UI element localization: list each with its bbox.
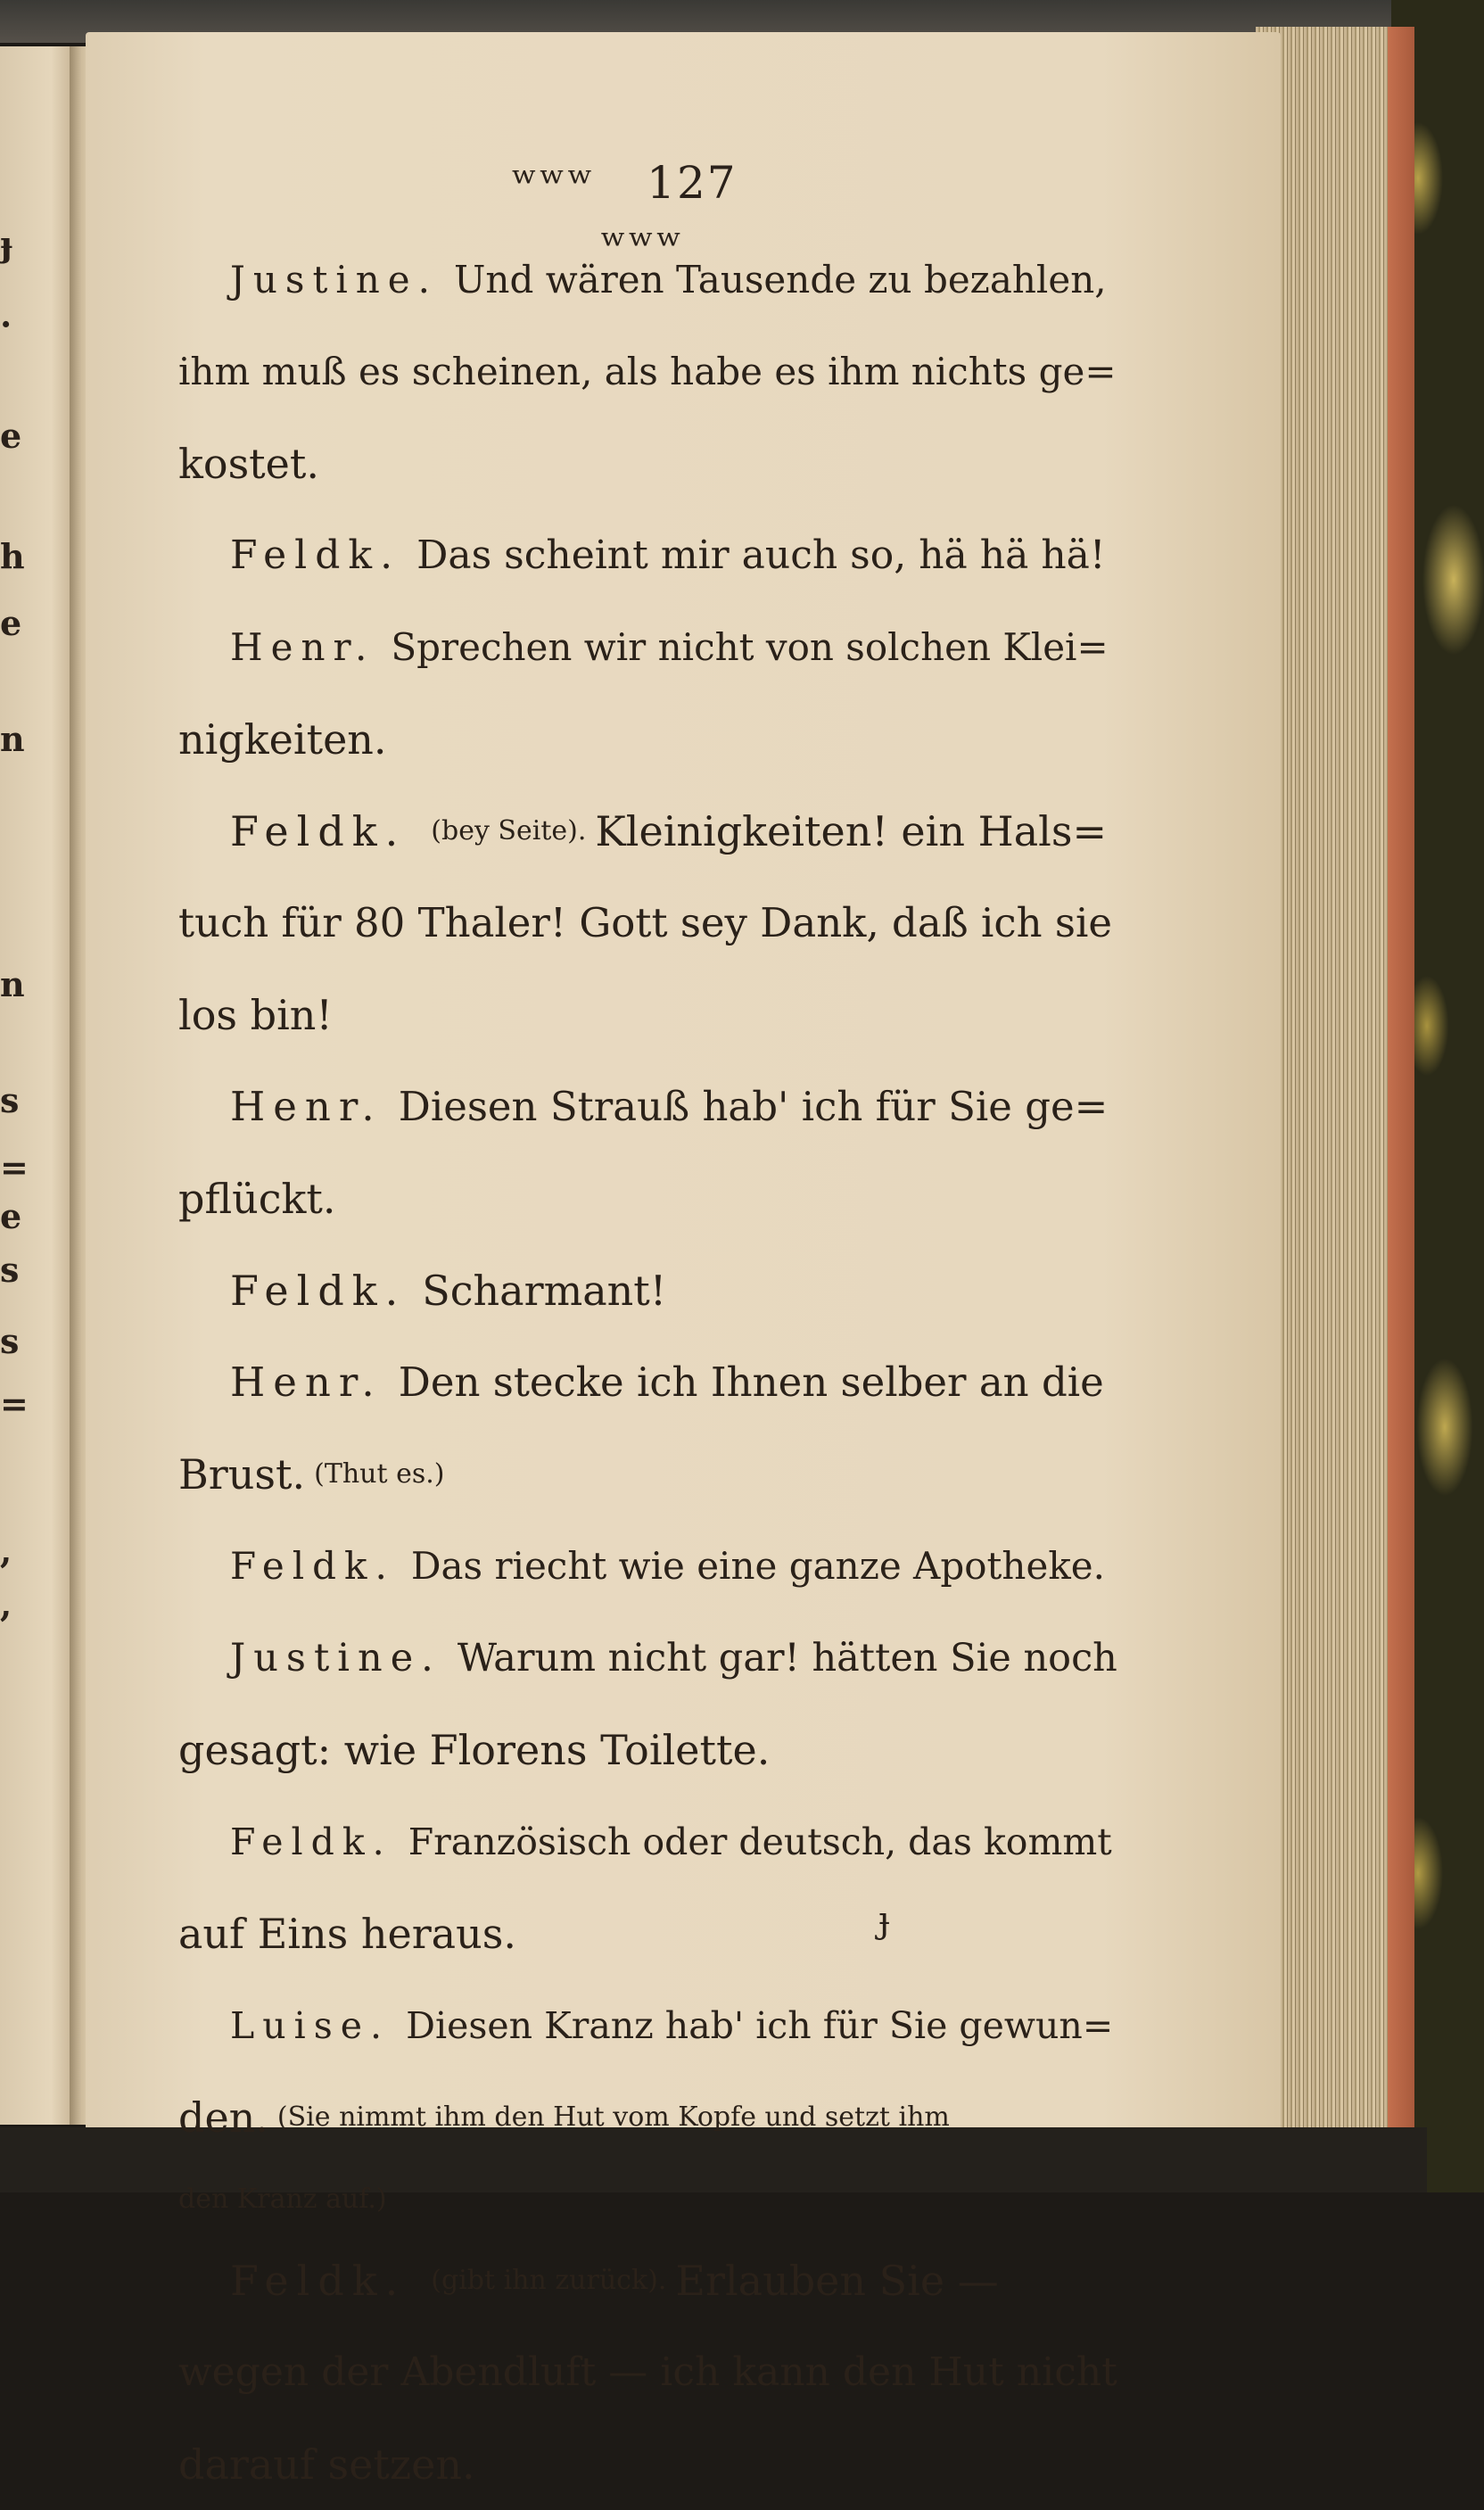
- speaker-name: Justine.: [230, 1635, 441, 1680]
- text-line: [178, 693, 1119, 785]
- line-text: nigkeiten.: [178, 714, 387, 764]
- stage-direction: (Sie nimmt ihm den Hut vom Kopfe und setzt ihm: [276, 2101, 950, 2133]
- line-text: Diesen Kranz hab' ich für Sie gewun=: [406, 2003, 1114, 2047]
- text-line: [178, 601, 1119, 693]
- line-text: Warum nicht gar! hätten Sie noch: [457, 1635, 1117, 1680]
- left-page-letter: s: [0, 1250, 20, 1290]
- text-line: [178, 1428, 1119, 1520]
- text-line: [178, 1520, 1119, 1612]
- speaker-name: Feldk.: [230, 2256, 407, 2305]
- stage-direction: (Thut es.): [314, 1458, 445, 1490]
- left-page-letter: ɟ: [0, 224, 13, 264]
- text-line: [178, 1244, 1119, 1336]
- text-line: [178, 1979, 1119, 2071]
- line-text: Sprechen wir nicht von solchen Klei=: [391, 625, 1109, 669]
- line-text: gesagt: wie Florens Toilette.: [178, 1725, 771, 1774]
- line-text: Französisch oder deutsch, das kommt: [408, 1820, 1112, 1863]
- text-line: [178, 1152, 1119, 1244]
- speaker-name: Henr.: [230, 1358, 383, 1406]
- left-page-letter: s: [0, 1321, 20, 1361]
- left-page-letter: s: [0, 1080, 20, 1120]
- catchword: ɟ: [878, 1900, 890, 1941]
- left-page-letter: e: [0, 603, 22, 643]
- left-page-letter: ·: [0, 304, 12, 344]
- line-text: auf Eins heraus.: [178, 1909, 516, 1958]
- line-text: kostet.: [178, 439, 319, 488]
- text-line: [178, 1704, 1119, 1796]
- line-text: tuch für 80 Thaler! Gott sey Dank, daß ich sie: [178, 899, 1113, 946]
- line-text: darauf setzen.: [178, 2440, 475, 2489]
- stage-direction: (gibt ihn zurück).: [431, 2265, 667, 2296]
- text-line: [178, 1887, 1119, 1979]
- line-text: ihm muß es scheinen, als habe es ihm nichts ge=: [178, 350, 1117, 393]
- speaker-name: Feldk.: [230, 1266, 407, 1315]
- left-page-letter: ,: [0, 1531, 12, 1571]
- line-text: Und wären Tausende zu bezahlen,: [454, 258, 1107, 301]
- line-text: Diesen Strauß hab' ich für Sie ge=: [398, 1083, 1109, 1130]
- stage-direction: den Kranz auf.): [178, 2183, 387, 2215]
- stage-direction: (bey Seite).: [431, 815, 587, 846]
- text-line: [178, 417, 1119, 509]
- line-text: Den stecke ich Ihnen selber an die: [398, 1358, 1104, 1406]
- left-page-letter: ,: [0, 1584, 12, 1624]
- left-page-letter: n: [0, 719, 25, 759]
- text-line: [178, 1796, 1119, 1887]
- speaker-name: Henr.: [230, 1083, 383, 1130]
- speaker-name: Feldk.: [230, 1544, 395, 1588]
- line-text: Erlauben Sie —: [675, 2256, 999, 2305]
- text-line: [178, 1612, 1119, 1704]
- text-line: [178, 234, 1119, 326]
- line-text: Brust.: [178, 1449, 306, 1499]
- text-line: [178, 2163, 1119, 2234]
- text-line: [178, 509, 1119, 601]
- speaker-name: Feldk.: [230, 533, 401, 578]
- line-text: Das riecht wie eine ganze Apotheke.: [410, 1544, 1105, 1588]
- page-number-header: [473, 152, 812, 271]
- page-text: [178, 234, 1119, 2510]
- page-number: 127: [647, 157, 738, 209]
- text-line: [178, 969, 1119, 1061]
- text-line: [178, 2326, 1119, 2418]
- text-line: [178, 1061, 1119, 1152]
- ornament-right: ʷʷʷ: [600, 219, 684, 271]
- text-line: [178, 2234, 1119, 2326]
- line-text: Kleinigkeiten! ein Hals=: [595, 806, 1108, 855]
- left-page-letter: =: [0, 1383, 29, 1424]
- cover-board-edge: [1388, 27, 1414, 2132]
- left-page-letter: n: [0, 964, 25, 1004]
- text-line: [178, 1336, 1119, 1428]
- text-line: [178, 2418, 1119, 2510]
- left-page-letter: e: [0, 416, 22, 456]
- left-page-letter: h: [0, 536, 25, 576]
- line-text: Scharmant!: [422, 1266, 667, 1315]
- speaker-name: Henr.: [230, 625, 375, 669]
- line-text: den.: [178, 2093, 268, 2142]
- text-line: [178, 785, 1119, 877]
- text-line: [178, 326, 1119, 417]
- speaker-name: Feldk.: [230, 806, 407, 855]
- left-page-letter: e: [0, 1196, 22, 1236]
- line-text: pflückt.: [178, 1174, 336, 1223]
- speaker-name: Luise.: [230, 2003, 391, 2047]
- line-text: Das scheint mir auch so, hä hä hä!: [416, 533, 1106, 578]
- left-page-letter: =: [0, 1147, 29, 1187]
- line-text: los bin!: [178, 990, 333, 1039]
- speaker-name: Feldk.: [230, 1820, 392, 1863]
- text-line: [178, 2071, 1119, 2163]
- line-text: wegen der Abendluft — ich kann den Hut nicht: [178, 2349, 1117, 2395]
- ornament-left: ʷʷʷ: [511, 157, 596, 209]
- speaker-name: Justine.: [230, 258, 439, 301]
- text-line: [178, 877, 1119, 969]
